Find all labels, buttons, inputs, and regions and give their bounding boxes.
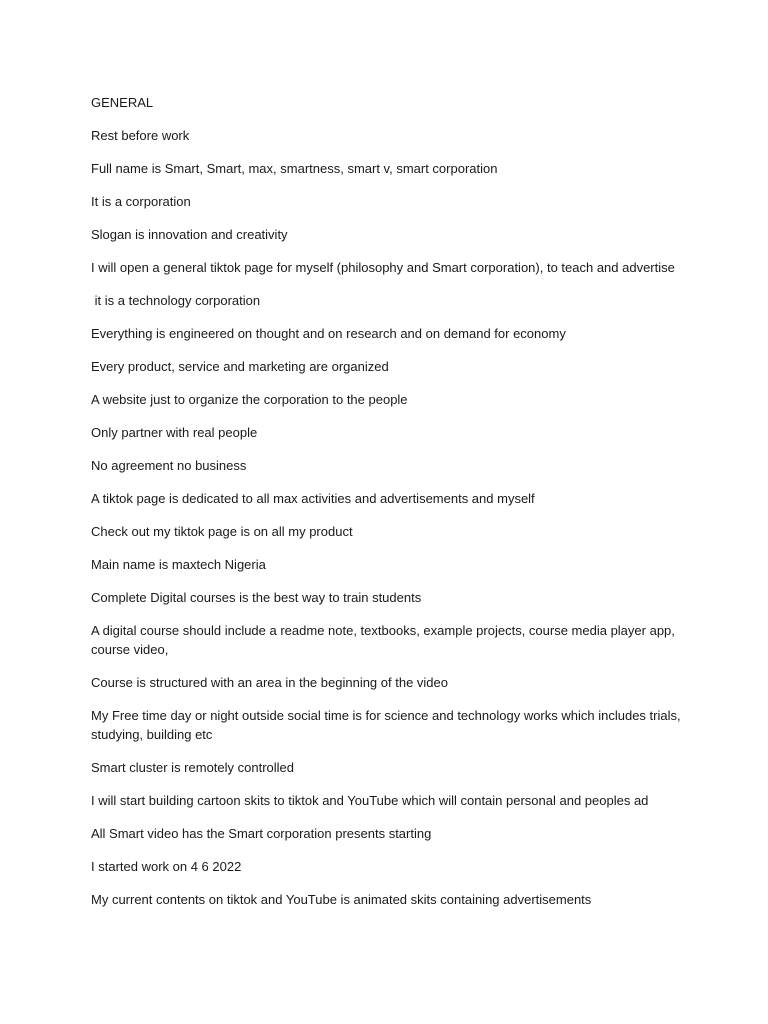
paragraph-3: It is a corporation [91,194,191,209]
paragraph-17: Course is structured with an area in the beginning of the video [91,675,448,690]
document-body [91,93,685,923]
paragraph-19: Smart cluster is remotely controlled [91,760,295,775]
paragraph-18: My Free time day or night outside social time is for science and technology works which includes trials, studying, building etc [91,708,685,742]
paragraph-1: Rest before work [91,128,190,143]
paragraph-8: Every product, service and marketing are organized [91,359,389,374]
document-heading: GENERAL [91,95,154,110]
paragraph-10: Only partner with real people [91,425,258,440]
paragraph-6: it is a technology corporation [91,293,261,308]
paragraph-9: A website just to organize the corporation to the people [91,392,408,407]
paragraph-14: Main name is maxtech Nigeria [91,557,266,572]
paragraph-4: Slogan is innovation and creativity [91,227,288,242]
paragraph-7: Everything is engineered on thought and on research and on demand for economy [91,326,566,341]
paragraph-20: I will start building cartoon skits to tiktok and YouTube which will contain personal and peoples ad [91,793,649,808]
paragraph-12: A tiktok page is dedicated to all max activities and advertisements and myself [91,491,535,506]
paragraph-16: A digital course should include a readme note, textbooks, example projects, course media player app, course video, [91,623,679,657]
paragraph-21: All Smart video has the Smart corporation presents starting [91,826,432,841]
paragraph-22: I started work on 4 6 2022 [91,859,242,874]
paragraph-13: Check out my tiktok page is on all my product [91,524,353,539]
paragraph-11: No agreement no business [91,458,247,473]
paragraph-5: I will open a general tiktok page for myself (philosophy and Smart corporation), to teach and advertise [91,260,675,275]
paragraph-2: Full name is Smart, Smart, max, smartness, smart v, smart corporation [91,161,498,176]
paragraph-23: My current contents on tiktok and YouTube is animated skits containing advertisements [91,892,592,907]
paragraph-15: Complete Digital courses is the best way to train students [91,590,422,605]
